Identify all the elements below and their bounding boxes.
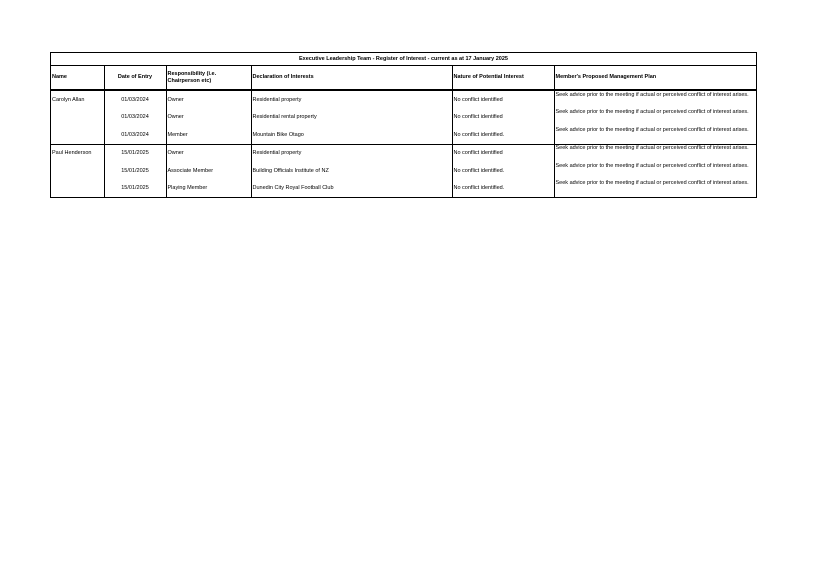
cell-date: 01/03/2024 — [104, 90, 166, 109]
cell-nature: No conflict identified — [452, 144, 554, 162]
table-row — [51, 126, 756, 144]
cell-plan: Seek advice prior to the meeting if actual or perceived conflict of interest arises. — [555, 145, 749, 151]
cell-date: 01/03/2024 — [104, 109, 166, 127]
cell-name: Paul Henderson — [51, 144, 104, 162]
cell-responsibility: Associate Member — [166, 162, 251, 180]
cell-declaration: Dunedin City Royal Football Club — [251, 180, 452, 198]
cell-date: 15/01/2025 — [104, 162, 166, 180]
header-nature: Nature of Potential Interest — [452, 66, 554, 91]
cell-plan: Seek advice prior to the meeting if actual or perceived conflict of interest arises. — [554, 126, 756, 144]
cell-name — [51, 180, 104, 198]
cell-responsibility: Member — [166, 126, 251, 144]
cell-plan: Seek advice prior to the meeting if actual or perceived conflict of interest arises. — [555, 109, 749, 115]
cell-date: 15/01/2025 — [104, 180, 166, 198]
header-row — [51, 66, 756, 91]
cell-name: Carolyn Allan — [51, 90, 104, 109]
cell-plan: Seek advice prior to the meeting if actual or perceived conflict of interest arises. — [555, 162, 749, 169]
cell-plan: Seek advice prior to the meeting if actual or perceived conflict of interest arises. — [555, 91, 749, 98]
table-row — [51, 180, 756, 198]
header-responsibility: Responsibility (i.e. Chairperson etc) — [166, 66, 251, 91]
register-title: Executive Leadership Team - Register of Interest - current as at 17 January 2025 — [51, 53, 756, 66]
cell-nature: No conflict identified — [452, 109, 554, 127]
cell-plan: Seek advice prior to the meeting if actual or perceived conflict of interest arises. — [555, 180, 749, 186]
cell-date: 01/03/2024 — [104, 126, 166, 144]
cell-responsibility: Owner — [166, 144, 251, 162]
header-date-of-entry: Date of Entry — [104, 66, 166, 91]
table-row — [51, 144, 756, 162]
cell-declaration: Residential property — [251, 144, 452, 162]
table-row — [51, 162, 756, 180]
header-declaration: Declaration of Interests — [251, 66, 452, 91]
cell-declaration: Residential rental property — [251, 109, 452, 127]
cell-responsibility: Playing Member — [166, 180, 251, 198]
cell-responsibility: Owner — [166, 90, 251, 109]
cell-declaration: Building Officials Institute of NZ — [251, 162, 452, 180]
table-row — [51, 109, 756, 127]
register-table — [51, 53, 756, 197]
cell-name — [51, 126, 104, 144]
register-sheet — [50, 52, 757, 198]
cell-date: 15/01/2025 — [104, 144, 166, 162]
header-name: Name — [51, 66, 104, 91]
cell-declaration: Mountain Bike Otago — [251, 126, 452, 144]
header-management-plan: Member's Proposed Management Plan — [554, 66, 756, 91]
cell-name — [51, 162, 104, 180]
title-row — [51, 53, 756, 66]
cell-name — [51, 109, 104, 127]
cell-declaration: Residential property — [251, 90, 452, 109]
cell-nature: No conflict identified — [452, 90, 554, 109]
cell-responsibility: Owner — [166, 109, 251, 127]
cell-nature: No conflict identified. — [452, 180, 554, 198]
cell-nature: No conflict identified. — [452, 126, 554, 144]
cell-nature: No conflict identified. — [452, 162, 554, 180]
table-row — [51, 90, 756, 109]
